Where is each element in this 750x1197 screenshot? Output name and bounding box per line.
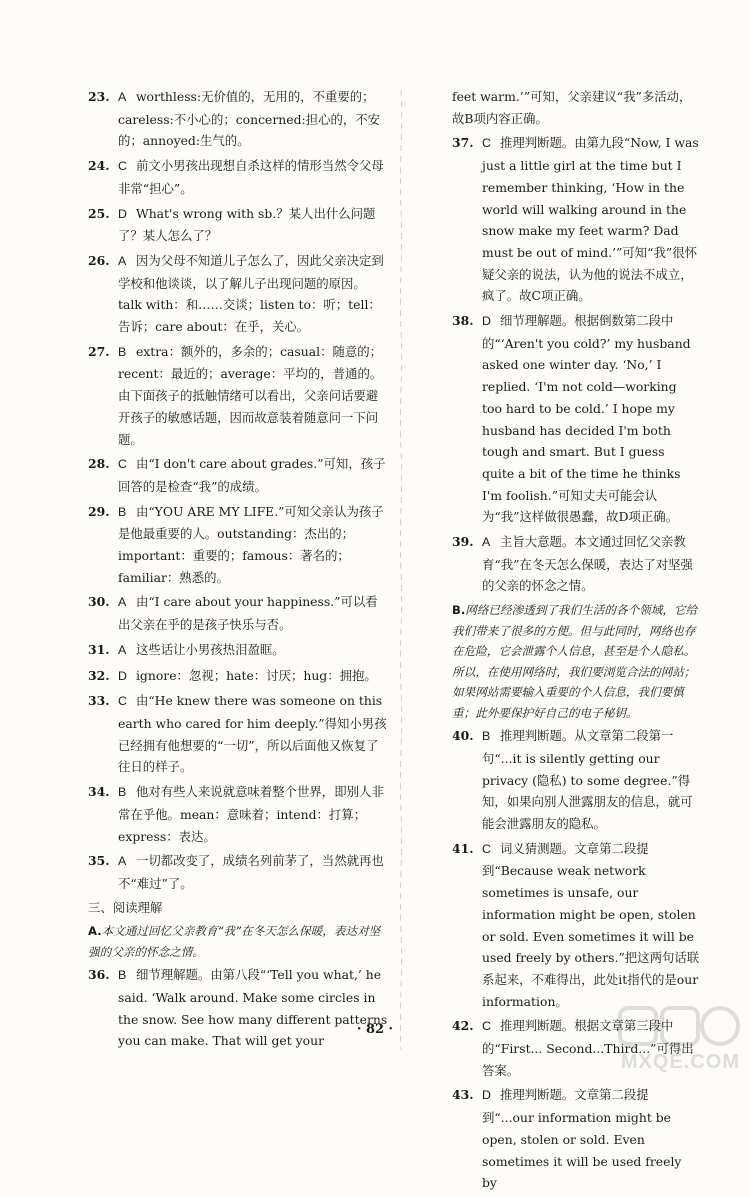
passage-summary: 网络已经渗透到了我们生活的各个领域，它给我们带来了很多的方便。但与此同时，网络也存在危险，它会泄露个人信息，甚至是个人隐私。所以，在使用网络时，我们要浏览合法的网站；如果网站需要输入重要的个人信息，我们要慎重；此外要保护好自己的电子秘钥。	[452, 603, 698, 720]
answer-entry	[88, 453, 388, 497]
answer-letter: D	[118, 206, 127, 221]
answer-entry	[88, 591, 388, 635]
answer-entry	[88, 781, 388, 847]
answer-entry	[88, 964, 388, 1052]
explanation-text: 这些话让小男孩热泪盈眶。	[135, 641, 285, 657]
explanation-text: 前文小男孩出现想自杀这样的情形当然令父母非常“担心”。	[118, 158, 384, 196]
explanation-text: 细节理解题。由第八段“‘Tell you what,’ he said. ‘Walk around. Make some circles in the snow. See how many different patterns you can make. That will get your	[118, 967, 388, 1049]
watermark-text: MXQE.COM	[620, 1051, 740, 1073]
answer-entry	[88, 501, 388, 589]
answer-letter: A	[118, 854, 127, 869]
explanation-text: 由“I care about your happiness.”可以看出父亲在乎的是孩子快乐与否。	[118, 594, 378, 633]
answer-letter: D	[482, 1088, 491, 1103]
answer-letter: D	[482, 314, 491, 329]
answer-letter: C	[118, 457, 127, 472]
question-number: 35.	[88, 853, 110, 869]
explanation-text: extra：额外的，多余的；casual：随意的；recent：最近的；average：平均的，普通的。由下面孩子的抵触情绪可以看出，父亲问话要避开孩子的敏感话题，因而故意装着随意问一下问题。	[118, 343, 383, 447]
answer-letter: B	[118, 968, 127, 983]
explanation-text: 由“I don't care about grades.”可知，孩子回答的是检查“我”的成绩。	[118, 456, 386, 494]
answer-entry	[452, 1084, 700, 1194]
explanation-text: What's wrong with sb.？某人出什么问题了？某人怎么了？	[118, 205, 376, 244]
explanation-text: 因为父母不知道儿子怎么了，因此父亲决定到学校和他谈谈，以了解儿子出现问题的原因。talk with：和……交谈；listen to：听；tell：告诉；care about：在乎，关心。	[118, 252, 384, 335]
answer-entry	[88, 203, 388, 247]
explanation-text: 推理判断题。由第九段“Now, I was just a little girl at the time but I remember thinking, ‘How in the world will walking around in the snow make my feet warm? Dad must be out of mind.’”可知“我”很怀疑父亲的说法，认为他的说法不成立，疯了。故C项正确。	[482, 135, 699, 304]
answer-letter: A	[118, 253, 127, 268]
answer-entry	[88, 690, 388, 778]
explanation-text: 主旨大意题。本文通过回忆父亲教育“我”在冬天怎么保暖，表达了对坚强的父亲的怀念之情。	[482, 534, 693, 594]
answer-letter: B	[118, 785, 127, 800]
question-number: 31.	[88, 641, 110, 657]
question-number: 37.	[452, 135, 474, 151]
answer-letter: C	[482, 136, 491, 151]
question-number: 38.	[452, 313, 474, 329]
answer-entry	[452, 132, 700, 307]
answer-letter: D	[118, 668, 127, 683]
question-number: 32.	[88, 667, 110, 683]
explanation-text: 推理判断题。从文章第二段第一句“...it is silently getting our privacy (隐私) to some degree.”得知，如果向别人泄露朋友的信息，就可能会泄露朋友的隐私。	[482, 728, 693, 831]
question-number: 23.	[88, 89, 110, 104]
question-number: 24.	[88, 158, 110, 174]
continued-text: feet warm.’”可知，父亲建议“我”多活动，故B项内容正确。	[452, 89, 692, 126]
question-number: 34.	[88, 784, 110, 800]
answer-entry	[88, 850, 388, 894]
answer-letter: C	[482, 841, 491, 856]
question-number: 41.	[452, 840, 474, 856]
answer-entry	[452, 531, 700, 597]
answer-entry	[88, 639, 388, 662]
left-entries	[88, 86, 388, 895]
question-number: 30.	[88, 594, 110, 610]
explanation-text: 细节理解题。根据倒数第二段中的“‘Aren't you cold?’ my husband asked one winter day. ‘No,’ I replied. ‘I'm not cold—working too hard to be cold.’ I hope my husband has decided I'm both tough and smart. But I guess quite a bit of the time he thinks I'm foolish.”可知丈夫可能会认为“我”这样做很愚蠢，故D项正确。	[482, 313, 691, 525]
answer-letter: A	[118, 642, 127, 657]
answer-letter: C	[118, 159, 127, 174]
answer-entry	[452, 310, 700, 528]
answer-entry	[88, 665, 388, 688]
explanation-text: 由“YOU ARE MY LIFE.”可知父亲认为孩子是他最重要的人。outstanding：杰出的；important：重要的；famous：著名的；familiar：熟悉的。	[118, 503, 384, 585]
explanation-text: 推理判断题。文章第二段提到“...our information might be open, stolen or sold. Even sometimes it will be used freely by	[482, 1087, 682, 1191]
question-number: 33.	[88, 693, 110, 709]
answer-entry	[452, 838, 700, 1013]
answer-letter: B	[118, 344, 127, 359]
answer-letter: A	[118, 90, 127, 104]
passage-intro	[452, 600, 700, 723]
answer-entry	[88, 250, 388, 338]
answer-letter: B	[118, 504, 127, 519]
question-number: 39.	[452, 534, 474, 550]
answer-entry	[88, 341, 388, 451]
explanation-text: 一切都改变了，成绩名列前茅了，当然就再也不“难过”了。	[118, 853, 384, 891]
question-number: 27.	[88, 343, 110, 359]
passage-intro	[88, 921, 388, 962]
question-number: 28.	[88, 456, 110, 472]
section-title: 三、阅读理解	[88, 900, 163, 915]
question-number: 43.	[452, 1087, 474, 1103]
explanation-text: ignore：忽视；hate：讨厌；hug：拥抱。	[135, 667, 377, 683]
answer-letter: B	[482, 729, 491, 744]
passage-label: A.	[88, 924, 102, 939]
explanation-text: worthless:无价值的，无用的，不重要的；careless:不小心的；concerned:担心的，不安的；annoyed:生气的。	[118, 89, 381, 149]
answer-letter: C	[118, 694, 127, 709]
watermark-icon	[614, 1004, 744, 1054]
explanation-text: 推理判断题。根据文章第三段中的“First... Second...Third...”可得出答案。	[482, 1018, 694, 1078]
explanation-text: 词义猜测题。文章第二段提到“Because weak network sometimes is unsafe, our information might be open, stolen or sold. Even sometimes it will be used freely by others.”把这两句话联系起来，不难得出，此处it指代的是our information。	[482, 840, 700, 1009]
answer-letter: A	[482, 535, 491, 550]
answer-entry	[88, 155, 388, 199]
answer-entry	[452, 725, 700, 835]
answer-entry	[88, 86, 388, 152]
explanation-text: 由“He knew there was someone on this earth who cared for him deeply.”得知小男孩已经拥有他想要的“一切”，所以后面他又恢复了往日的样子。	[118, 693, 387, 775]
question-number: 40.	[452, 728, 474, 744]
page-number: · 82 ·	[356, 1022, 394, 1037]
left-column	[88, 86, 388, 1055]
watermark-logo	[614, 1004, 744, 1076]
question-number: 25.	[88, 205, 110, 221]
passage-label: B.	[452, 603, 466, 618]
question-number: 36.	[88, 967, 110, 983]
explanation-text: 他对有些人来说就意味着整个世界，即别人非常在乎他。mean：意味着；intend：打算；express：表达。	[118, 784, 384, 844]
question-number: 42.	[452, 1018, 474, 1034]
question-number: 26.	[88, 252, 110, 268]
question-number: 29.	[88, 503, 110, 519]
answer-letter: C	[482, 1019, 491, 1034]
answer-letter: A	[118, 595, 127, 610]
passage-summary: 本文通过回忆父亲教育“我”在冬天怎么保暖，表达对坚强的父亲的怀念之情。	[88, 924, 381, 959]
column-divider	[397, 90, 405, 1050]
